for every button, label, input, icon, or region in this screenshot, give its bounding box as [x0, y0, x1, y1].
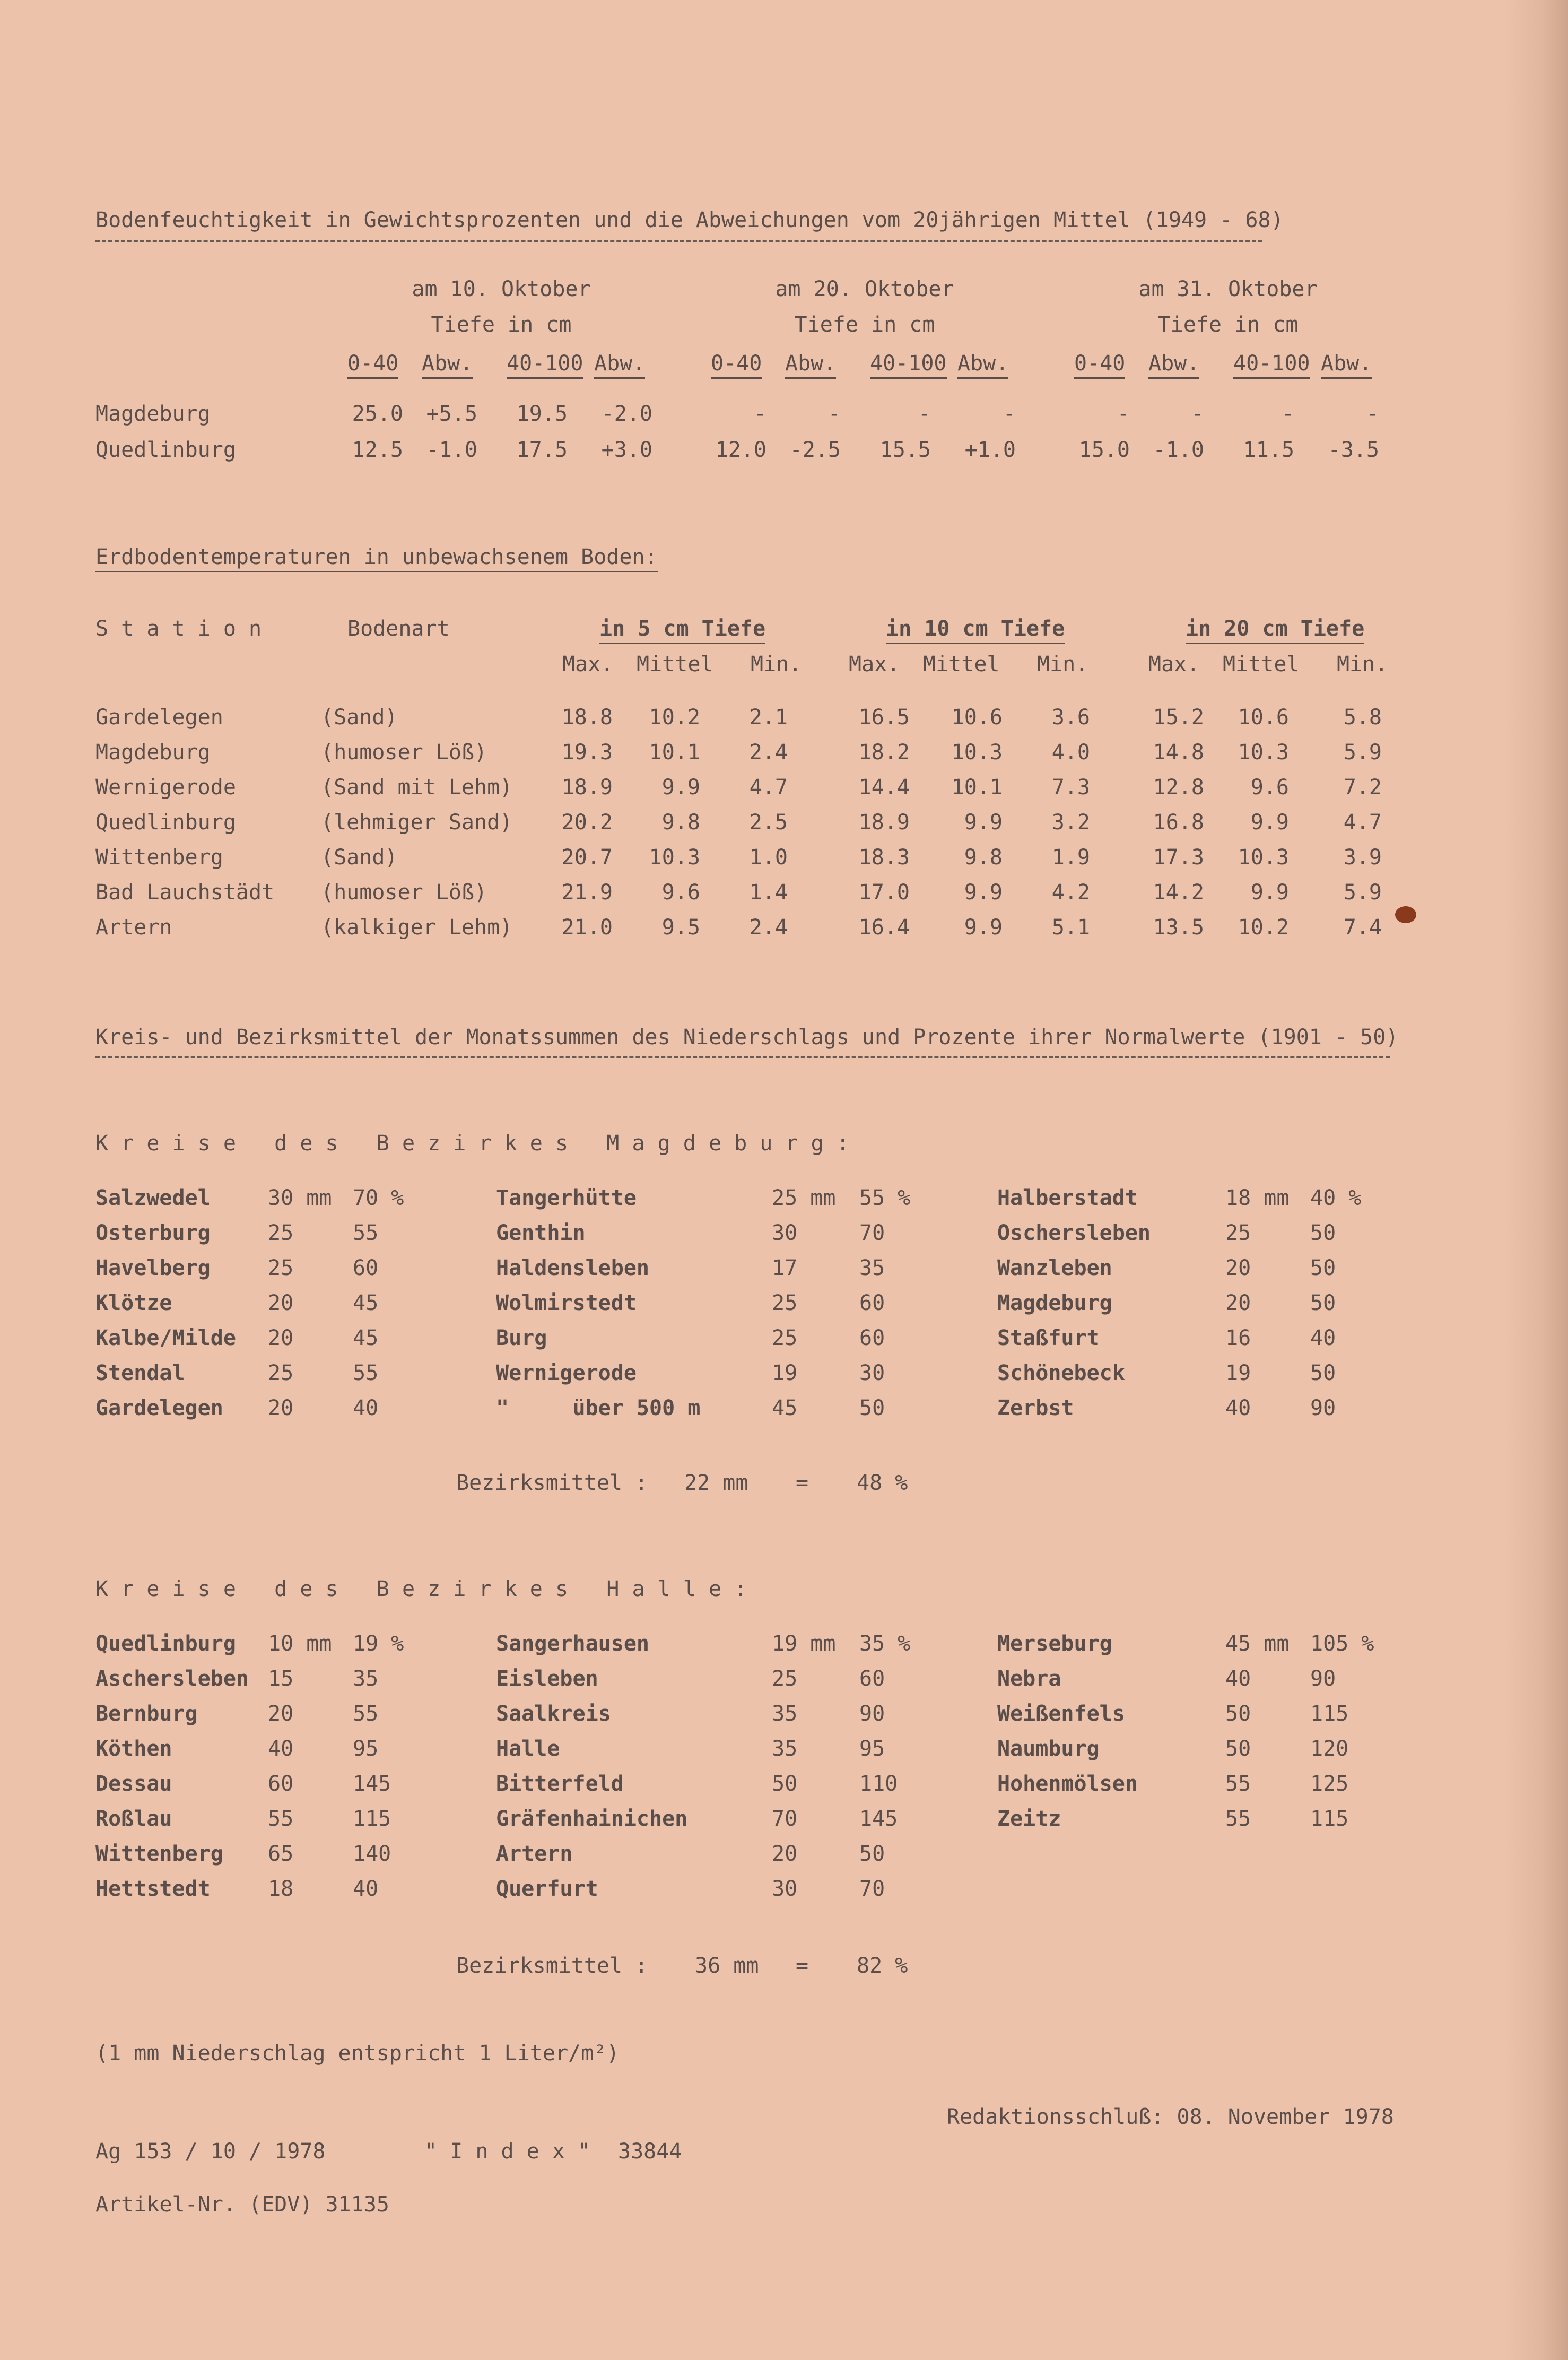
district-name: Quedlinburg — [95, 1632, 236, 1656]
station-name: Wittenberg — [95, 845, 223, 870]
precipitation-mm: 60 — [268, 1772, 294, 1796]
precipitation-mm: 20 — [268, 1291, 294, 1315]
subheader: Mittel — [923, 652, 1000, 676]
precipitation-mm: 70 — [772, 1807, 798, 1831]
precipitation-mm: 25 — [1225, 1221, 1251, 1245]
soil-type: (kalkiger Lehm) — [321, 915, 513, 940]
temperature-value: 10.2 — [1238, 915, 1289, 940]
precipitation-percent: 40 % — [1310, 1186, 1362, 1210]
subheader: Min. — [1037, 652, 1088, 676]
district-mean-label: Bezirksmittel : — [456, 1954, 648, 1978]
temperature-value: 5.8 — [1343, 705, 1382, 730]
precipitation-mm: 50 — [1225, 1702, 1251, 1726]
date-header: am 20. Oktober — [775, 277, 954, 301]
temperature-value: 9.8 — [661, 810, 700, 835]
temperature-value: 16.4 — [858, 915, 910, 940]
precipitation-percent: 145 — [859, 1807, 898, 1831]
precipitation-percent: 35 — [353, 1667, 379, 1691]
depth-header: Tiefe in cm — [794, 313, 935, 337]
soil-type: (lehmiger Sand) — [321, 810, 513, 835]
district-name: Klötze — [95, 1291, 172, 1315]
temperature-value: 16.5 — [858, 705, 910, 730]
precipitation-percent: 55 — [353, 1702, 379, 1726]
subheader: Max. — [849, 652, 900, 676]
district-name: Havelberg — [95, 1256, 211, 1280]
subheader: Max. — [562, 652, 614, 676]
temperature-value: 7.4 — [1343, 915, 1382, 940]
title-dashed-underline — [95, 240, 1262, 242]
temperature-value: 1.0 — [749, 845, 788, 870]
moisture-value: - — [1191, 402, 1204, 426]
precipitation-percent: 115 — [1310, 1702, 1349, 1726]
temperature-value: 18.8 — [561, 705, 613, 730]
district-name: Tangerhütte — [496, 1186, 637, 1210]
district-name: Aschersleben — [95, 1667, 249, 1691]
temperature-value: 9.6 — [1250, 775, 1289, 800]
station-name: Gardelegen — [95, 705, 223, 730]
moisture-value: -1.0 — [426, 438, 477, 462]
temperature-value: 10.1 — [649, 740, 700, 765]
precipitation-mm: 30 mm — [268, 1186, 332, 1210]
precipitation-percent: 55 — [353, 1221, 379, 1245]
precipitation-mm: 20 — [1225, 1256, 1251, 1280]
precipitation-percent: 40 — [1310, 1326, 1336, 1350]
temperature-value: 2.1 — [749, 705, 788, 730]
moisture-value: - — [1117, 402, 1130, 426]
temperature-value: 18.2 — [858, 740, 910, 765]
district-mean-mm: 22 mm — [684, 1471, 748, 1495]
district-name: Halberstadt — [997, 1186, 1138, 1210]
precipitation-percent: 45 — [353, 1291, 379, 1315]
subheader: Abw. — [1148, 353, 1199, 379]
moisture-value: +5.5 — [426, 402, 477, 426]
temperature-value: 12.8 — [1153, 775, 1204, 800]
district-name: Saalkreis — [496, 1702, 611, 1726]
precipitation-mm: 17 — [772, 1256, 798, 1280]
precipitation-mm: 20 — [268, 1396, 294, 1420]
precipitation-percent: 105 % — [1310, 1632, 1374, 1656]
precipitation-mm: 35 — [772, 1737, 798, 1761]
district-name: Dessau — [95, 1772, 172, 1796]
temperature-value: 9.9 — [661, 775, 700, 800]
precipitation-percent: 110 — [859, 1772, 898, 1796]
unit-note: (1 mm Niederschlag entspricht 1 Liter/m²) — [95, 2041, 620, 2066]
temperature-value: 4.2 — [1051, 880, 1090, 905]
district-name: Merseburg — [997, 1632, 1112, 1656]
temperature-value: 17.3 — [1153, 845, 1204, 870]
temperature-value: 9.5 — [661, 915, 700, 940]
precipitation-mm: 25 — [772, 1291, 798, 1315]
precipitation-mm: 30 — [772, 1877, 798, 1901]
district-name: Burg — [496, 1326, 547, 1350]
temperature-value: 5.9 — [1343, 740, 1382, 765]
precipitation-percent: 35 % — [859, 1632, 911, 1656]
subheader: Min. — [1337, 652, 1388, 676]
temperature-value: 10.3 — [1238, 740, 1289, 765]
soil-type: (humoser Löß) — [321, 880, 487, 905]
district-mean-equals: = — [796, 1471, 809, 1495]
temperature-value: 18.3 — [858, 845, 910, 870]
precipitation-mm: 25 — [772, 1326, 798, 1350]
temperature-value: 20.2 — [561, 810, 613, 835]
subheader: Abw. — [957, 353, 1008, 379]
temperature-value: 3.9 — [1343, 845, 1382, 870]
district-name: Stendal — [95, 1361, 185, 1385]
precipitation-percent: 90 — [859, 1702, 885, 1726]
index-label: " I n d e x " — [424, 2139, 591, 2164]
precipitation-mm: 55 — [1225, 1807, 1251, 1831]
moisture-value: - — [1281, 402, 1294, 426]
temperature-value: 1.9 — [1051, 845, 1090, 870]
precipitation-percent: 95 — [859, 1737, 885, 1761]
depth-header: in 20 cm Tiefe — [1186, 618, 1364, 644]
district-mean-mm: 36 mm — [695, 1954, 759, 1978]
date-header: am 31. Oktober — [1138, 277, 1318, 301]
district-name: Gräfenhainichen — [496, 1807, 688, 1831]
temperature-value: 10.6 — [951, 705, 1003, 730]
district-name: Magdeburg — [997, 1291, 1112, 1315]
precipitation-mm: 20 — [268, 1702, 294, 1726]
temperature-value: 1.4 — [749, 880, 788, 905]
precipitation-percent: 60 — [859, 1326, 885, 1350]
precipitation-percent: 90 — [1310, 1396, 1336, 1420]
precipitation-mm: 50 — [772, 1772, 798, 1796]
station-name: Bad Lauchstädt — [95, 880, 275, 905]
temperature-value: 21.0 — [561, 915, 613, 940]
district-name: Wernigerode — [496, 1361, 637, 1385]
precipitation-percent: 50 — [1310, 1221, 1336, 1245]
precipitation-percent: 115 — [1310, 1807, 1349, 1831]
moisture-value: 19.5 — [516, 402, 568, 426]
moisture-value: 12.5 — [352, 438, 403, 462]
title-dashed-underline — [95, 1056, 1390, 1058]
district-name: Wanzleben — [997, 1256, 1112, 1280]
precipitation-mm: 16 — [1225, 1326, 1251, 1350]
moisture-value: 15.5 — [879, 438, 931, 462]
precipitation-percent: 40 — [353, 1877, 379, 1901]
precipitation-mm: 55 — [268, 1807, 294, 1831]
subheader: 0-40 — [1074, 353, 1125, 379]
temperature-value: 2.4 — [749, 740, 788, 765]
subheader: Abw. — [422, 353, 473, 379]
temperature-value: 5.9 — [1343, 880, 1382, 905]
station-name: Wernigerode — [95, 775, 236, 800]
station-name: Magdeburg — [95, 402, 211, 426]
precipitation-percent: 50 — [859, 1396, 885, 1420]
temperature-value: 4.0 — [1051, 740, 1090, 765]
ink-stain — [1395, 906, 1416, 923]
temperature-value: 4.7 — [749, 775, 788, 800]
moisture-value: +3.0 — [601, 438, 652, 462]
subheader: Abw. — [1321, 353, 1372, 379]
precipitation-percent: 40 — [353, 1396, 379, 1420]
precipitation-percent: 145 — [353, 1772, 391, 1796]
district-heading-magdeburg: K r e i s e d e s B e z i r k e s M a g d e b u r g : — [95, 1131, 849, 1156]
district-mean-equals: = — [796, 1954, 809, 1978]
moisture-value: 12.0 — [715, 438, 766, 462]
temperature-value: 10.6 — [1238, 705, 1289, 730]
moisture-value: - — [753, 402, 766, 426]
precipitation-percent: 55 % — [859, 1186, 911, 1210]
moisture-value: 11.5 — [1243, 438, 1294, 462]
precipitation-mm: 25 — [268, 1256, 294, 1280]
district-name: Bitterfeld — [496, 1772, 624, 1796]
temperature-value: 14.8 — [1153, 740, 1204, 765]
temperature-value: 19.3 — [561, 740, 613, 765]
precipitation-mm: 30 — [772, 1221, 798, 1245]
precipitation-percent: 90 — [1310, 1667, 1336, 1691]
article-number: Artikel-Nr. (EDV) 31135 — [95, 2192, 389, 2217]
subheader: 0-40 — [347, 353, 398, 379]
precipitation-mm: 20 — [1225, 1291, 1251, 1315]
depth-header: Tiefe in cm — [1157, 313, 1299, 337]
district-name: Naumburg — [997, 1737, 1100, 1761]
subheader: 0-40 — [711, 353, 762, 379]
subheader: Min. — [751, 652, 802, 676]
temperature-value: 9.9 — [964, 880, 1003, 905]
precipitation-percent: 70 — [859, 1877, 885, 1901]
temperature-value: 9.9 — [1250, 880, 1289, 905]
district-name: Wittenberg — [95, 1842, 223, 1866]
subheader: 40-100 — [507, 353, 583, 379]
precipitation-mm: 25 — [772, 1667, 798, 1691]
subheader: Max. — [1148, 652, 1200, 676]
precipitation-mm: 15 — [268, 1667, 294, 1691]
district-name: Salzwedel — [95, 1186, 211, 1210]
moisture-value: 17.5 — [516, 438, 568, 462]
district-name: " über 500 m — [496, 1396, 701, 1420]
temperature-value: 14.2 — [1153, 880, 1204, 905]
temperature-value: 21.9 — [561, 880, 613, 905]
reference-number: Ag 153 / 10 / 1978 — [95, 2139, 326, 2164]
temperature-value: 17.0 — [858, 880, 910, 905]
district-name: Hohenmölsen — [997, 1772, 1138, 1796]
precipitation-percent: 50 — [1310, 1361, 1336, 1385]
district-name: Staßfurt — [997, 1326, 1100, 1350]
depth-header: in 10 cm Tiefe — [886, 618, 1065, 644]
district-name: Roßlau — [95, 1807, 172, 1831]
date-header: am 10. Oktober — [412, 277, 591, 301]
subheader: Abw. — [594, 353, 645, 379]
temperature-value: 7.2 — [1343, 775, 1382, 800]
precipitation-mm: 19 mm — [772, 1632, 836, 1656]
precipitation-percent: 60 — [859, 1291, 885, 1315]
subheader: Mittel — [1223, 652, 1300, 676]
district-name: Kalbe/Milde — [95, 1326, 236, 1350]
temperature-value: 10.3 — [1238, 845, 1289, 870]
temperature-value: 10.3 — [649, 845, 700, 870]
soil-type: (humoser Löß) — [321, 740, 487, 765]
precipitation-mm: 10 mm — [268, 1632, 332, 1656]
district-name: Wolmirstedt — [496, 1291, 637, 1315]
precipitation-mm: 40 — [1225, 1396, 1251, 1420]
temperature-value: 14.4 — [858, 775, 910, 800]
precipitation-mm: 50 — [1225, 1737, 1251, 1761]
moisture-value: - — [1366, 402, 1379, 426]
soil-type: (Sand mit Lehm) — [321, 775, 513, 800]
moisture-value: +1.0 — [964, 438, 1016, 462]
precipitation-mm: 45 — [772, 1396, 798, 1420]
precipitation-percent: 35 — [859, 1256, 885, 1280]
moisture-value: -3.5 — [1328, 438, 1379, 462]
district-heading-halle: K r e i s e d e s B e z i r k e s H a l l e : — [95, 1577, 747, 1601]
precipitation-mm: 45 mm — [1225, 1632, 1290, 1656]
subheader: 40-100 — [870, 353, 947, 379]
subheader: 40-100 — [1233, 353, 1310, 379]
precipitation-mm: 18 mm — [1225, 1186, 1290, 1210]
soil-type: (Sand) — [321, 845, 398, 870]
district-name: Gardelegen — [95, 1396, 223, 1420]
temperature-value: 5.1 — [1051, 915, 1090, 940]
precipitation-mm: 40 — [268, 1737, 294, 1761]
district-name: Halle — [496, 1737, 560, 1761]
precipitation-percent: 50 — [1310, 1291, 1336, 1315]
precipitation-mm: 18 — [268, 1877, 294, 1901]
moisture-value: -2.5 — [789, 438, 841, 462]
precipitation-mm: 40 — [1225, 1667, 1251, 1691]
temperature-value: 20.7 — [561, 845, 613, 870]
station-name: Artern — [95, 915, 172, 940]
column-header-soil-type: Bodenart — [347, 617, 450, 641]
soil-temperature-title: Erdbodentemperaturen in unbewachsenem Boden: — [95, 546, 658, 572]
precipitation-mm: 65 — [268, 1842, 294, 1866]
district-mean-percent: 82 % — [857, 1954, 908, 1978]
precipitation-percent: 30 — [859, 1361, 885, 1385]
temperature-value: 13.5 — [1153, 915, 1204, 940]
precipitation-percent: 45 — [353, 1326, 379, 1350]
page-edge-shadow — [1504, 0, 1568, 2360]
precipitation-mm: 20 — [772, 1842, 798, 1866]
district-name: Osterburg — [95, 1221, 211, 1245]
moisture-value: - — [918, 402, 931, 426]
station-name: Magdeburg — [95, 740, 211, 765]
temperature-value: 9.9 — [1250, 810, 1289, 835]
precipitation-percent: 95 — [353, 1737, 379, 1761]
district-name: Querfurt — [496, 1877, 598, 1901]
district-name: Zerbst — [997, 1396, 1074, 1420]
depth-header: in 5 cm Tiefe — [599, 618, 765, 644]
moisture-value: 15.0 — [1078, 438, 1130, 462]
district-name: Schönebeck — [997, 1361, 1125, 1385]
district-name: Weißenfels — [997, 1702, 1125, 1726]
subheader: Mittel — [637, 652, 713, 676]
temperature-value: 9.6 — [661, 880, 700, 905]
temperature-value: 9.9 — [964, 810, 1003, 835]
soil-moisture-title: Bodenfeuchtigkeit in Gewichtsprozenten und die Abweichungen vom 20jährigen Mittel (1949 - 68) — [95, 208, 1284, 232]
moisture-value: -1.0 — [1153, 438, 1204, 462]
temperature-value: 7.3 — [1051, 775, 1090, 800]
precipitation-percent: 50 — [859, 1842, 885, 1866]
station-name: Quedlinburg — [95, 810, 236, 835]
precipitation-percent: 55 — [353, 1361, 379, 1385]
district-name: Oschersleben — [997, 1221, 1151, 1245]
precipitation-percent: 70 — [859, 1221, 885, 1245]
precipitation-mm: 19 — [1225, 1361, 1251, 1385]
precipitation-percent: 70 % — [353, 1186, 404, 1210]
district-name: Sangerhausen — [496, 1632, 649, 1656]
temperature-value: 18.9 — [561, 775, 613, 800]
index-number: 33844 — [618, 2139, 682, 2164]
precipitation-mm: 25 mm — [772, 1186, 836, 1210]
precipitation-percent: 125 — [1310, 1772, 1349, 1796]
temperature-value: 9.8 — [964, 845, 1003, 870]
district-mean-label: Bezirksmittel : — [456, 1471, 648, 1495]
precipitation-percent: 140 — [353, 1842, 391, 1866]
precipitation-mm: 20 — [268, 1326, 294, 1350]
editorial-deadline: Redaktionsschluß: 08. November 1978 — [947, 2105, 1394, 2129]
district-name: Nebra — [997, 1667, 1061, 1691]
temperature-value: 16.8 — [1153, 810, 1204, 835]
temperature-value: 9.9 — [964, 915, 1003, 940]
precipitation-mm: 25 — [268, 1221, 294, 1245]
precipitation-mm: 19 — [772, 1361, 798, 1385]
column-header-station: S t a t i o n — [95, 617, 262, 641]
precipitation-mm: 35 — [772, 1702, 798, 1726]
depth-header: Tiefe in cm — [431, 313, 572, 337]
precipitation-percent: 60 — [859, 1667, 885, 1691]
district-name: Haldensleben — [496, 1256, 649, 1280]
district-mean-percent: 48 % — [857, 1471, 908, 1495]
precipitation-title: Kreis- und Bezirksmittel der Monatssummen des Niederschlags und Prozente ihrer Normalwerte (1901 - 50) — [95, 1025, 1399, 1049]
temperature-value: 15.2 — [1153, 705, 1204, 730]
precipitation-percent: 60 — [353, 1256, 379, 1280]
temperature-value: 3.6 — [1051, 705, 1090, 730]
precipitation-percent: 115 — [353, 1807, 391, 1831]
district-name: Artern — [496, 1842, 573, 1866]
district-name: Hettstedt — [95, 1877, 211, 1901]
temperature-value: 2.4 — [749, 915, 788, 940]
temperature-value: 18.9 — [858, 810, 910, 835]
moisture-value: -2.0 — [601, 402, 652, 426]
moisture-value: - — [827, 402, 841, 426]
station-name: Quedlinburg — [95, 438, 236, 462]
temperature-value: 3.2 — [1051, 810, 1090, 835]
soil-type: (Sand) — [321, 705, 398, 730]
district-name: Eisleben — [496, 1667, 598, 1691]
moisture-value: - — [1003, 402, 1016, 426]
precipitation-percent: 120 — [1310, 1737, 1349, 1761]
temperature-value: 4.7 — [1343, 810, 1382, 835]
temperature-value: 10.1 — [951, 775, 1003, 800]
district-name: Bernburg — [95, 1702, 198, 1726]
moisture-value: 25.0 — [352, 402, 403, 426]
precipitation-mm: 25 — [268, 1361, 294, 1385]
subheader: Abw. — [785, 353, 836, 379]
district-name: Zeitz — [997, 1807, 1061, 1831]
precipitation-mm: 55 — [1225, 1772, 1251, 1796]
precipitation-percent: 19 % — [353, 1632, 404, 1656]
temperature-value: 10.3 — [951, 740, 1003, 765]
precipitation-percent: 50 — [1310, 1256, 1336, 1280]
district-name: Genthin — [496, 1221, 586, 1245]
temperature-value: 10.2 — [649, 705, 700, 730]
temperature-value: 2.5 — [749, 810, 788, 835]
district-name: Köthen — [95, 1737, 172, 1761]
